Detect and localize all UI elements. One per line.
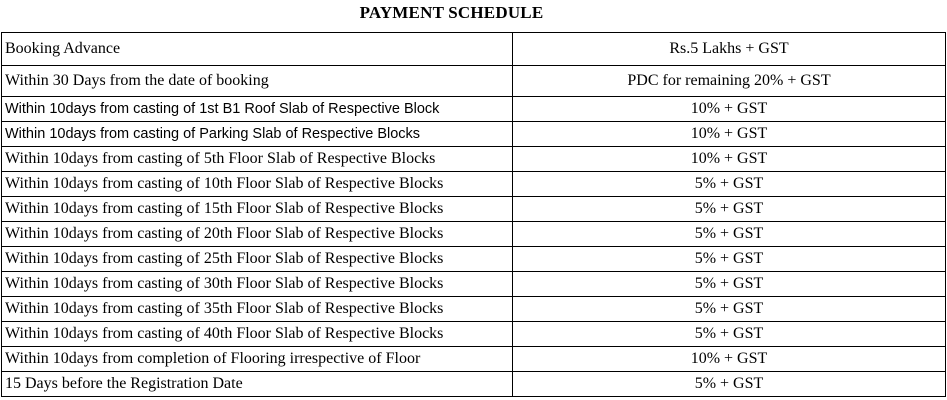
amount-cell: Rs.5 Lakhs + GST: [513, 33, 946, 66]
amount-cell: 5% + GST: [513, 172, 946, 197]
milestone-cell: Within 10days from casting of Parking Slab of Respective Blocks: [2, 122, 513, 147]
table-row: [2, 222, 946, 247]
milestone-cell: Within 10days from casting of 10th Floor Slab of Respective Blocks: [2, 172, 513, 197]
amount-cell: 10% + GST: [513, 147, 946, 172]
amount-cell: 5% + GST: [513, 197, 946, 222]
amount-cell: PDC for remaining 20% + GST: [513, 66, 946, 97]
milestone-cell: 15 Days before the Registration Date: [2, 372, 513, 397]
table-row: [2, 66, 946, 97]
amount-cell: 10% + GST: [513, 347, 946, 372]
milestone-cell: Within 10days from casting of 15th Floor Slab of Respective Blocks: [2, 197, 513, 222]
amount-cell: 5% + GST: [513, 322, 946, 347]
table-row: [2, 272, 946, 297]
milestone-cell: Within 10days from completion of Flooring irrespective of Floor: [2, 347, 513, 372]
table-row: [2, 297, 946, 322]
amount-cell: 5% + GST: [513, 222, 946, 247]
milestone-cell: Within 10days from casting of 35th Floor Slab of Respective Blocks: [2, 297, 513, 322]
table-row: [2, 372, 946, 397]
milestone-cell: Within 10days from casting of 30th Floor Slab of Respective Blocks: [2, 272, 513, 297]
table-row: [2, 122, 946, 147]
milestone-cell: Within 30 Days from the date of booking: [2, 66, 513, 97]
milestone-cell: Within 10days from casting of 1st B1 Roof Slab of Respective Block: [2, 97, 513, 122]
table-row: [2, 147, 946, 172]
amount-cell: 10% + GST: [513, 97, 946, 122]
table-row: [2, 197, 946, 222]
milestone-cell: Within 10days from casting of 20th Floor Slab of Respective Blocks: [2, 222, 513, 247]
amount-cell: 5% + GST: [513, 247, 946, 272]
table-row: [2, 347, 946, 372]
milestone-cell: Within 10days from casting of 40th Floor Slab of Respective Blocks: [2, 322, 513, 347]
table-row: [2, 247, 946, 272]
payment-schedule-table: [1, 32, 946, 397]
amount-cell: 5% + GST: [513, 272, 946, 297]
amount-cell: 5% + GST: [513, 297, 946, 322]
milestone-cell: Within 10days from casting of 5th Floor Slab of Respective Blocks: [2, 147, 513, 172]
page-title: PAYMENT SCHEDULE: [359, 3, 544, 22]
amount-cell: 10% + GST: [513, 122, 946, 147]
milestone-cell: Within 10days from casting of 25th Floor Slab of Respective Blocks: [2, 247, 513, 272]
table-row: [2, 172, 946, 197]
table-row: [2, 33, 946, 66]
table-row: [2, 322, 946, 347]
table-row: [2, 97, 946, 122]
milestone-cell: Booking Advance: [2, 33, 513, 66]
amount-cell: 5% + GST: [513, 372, 946, 397]
